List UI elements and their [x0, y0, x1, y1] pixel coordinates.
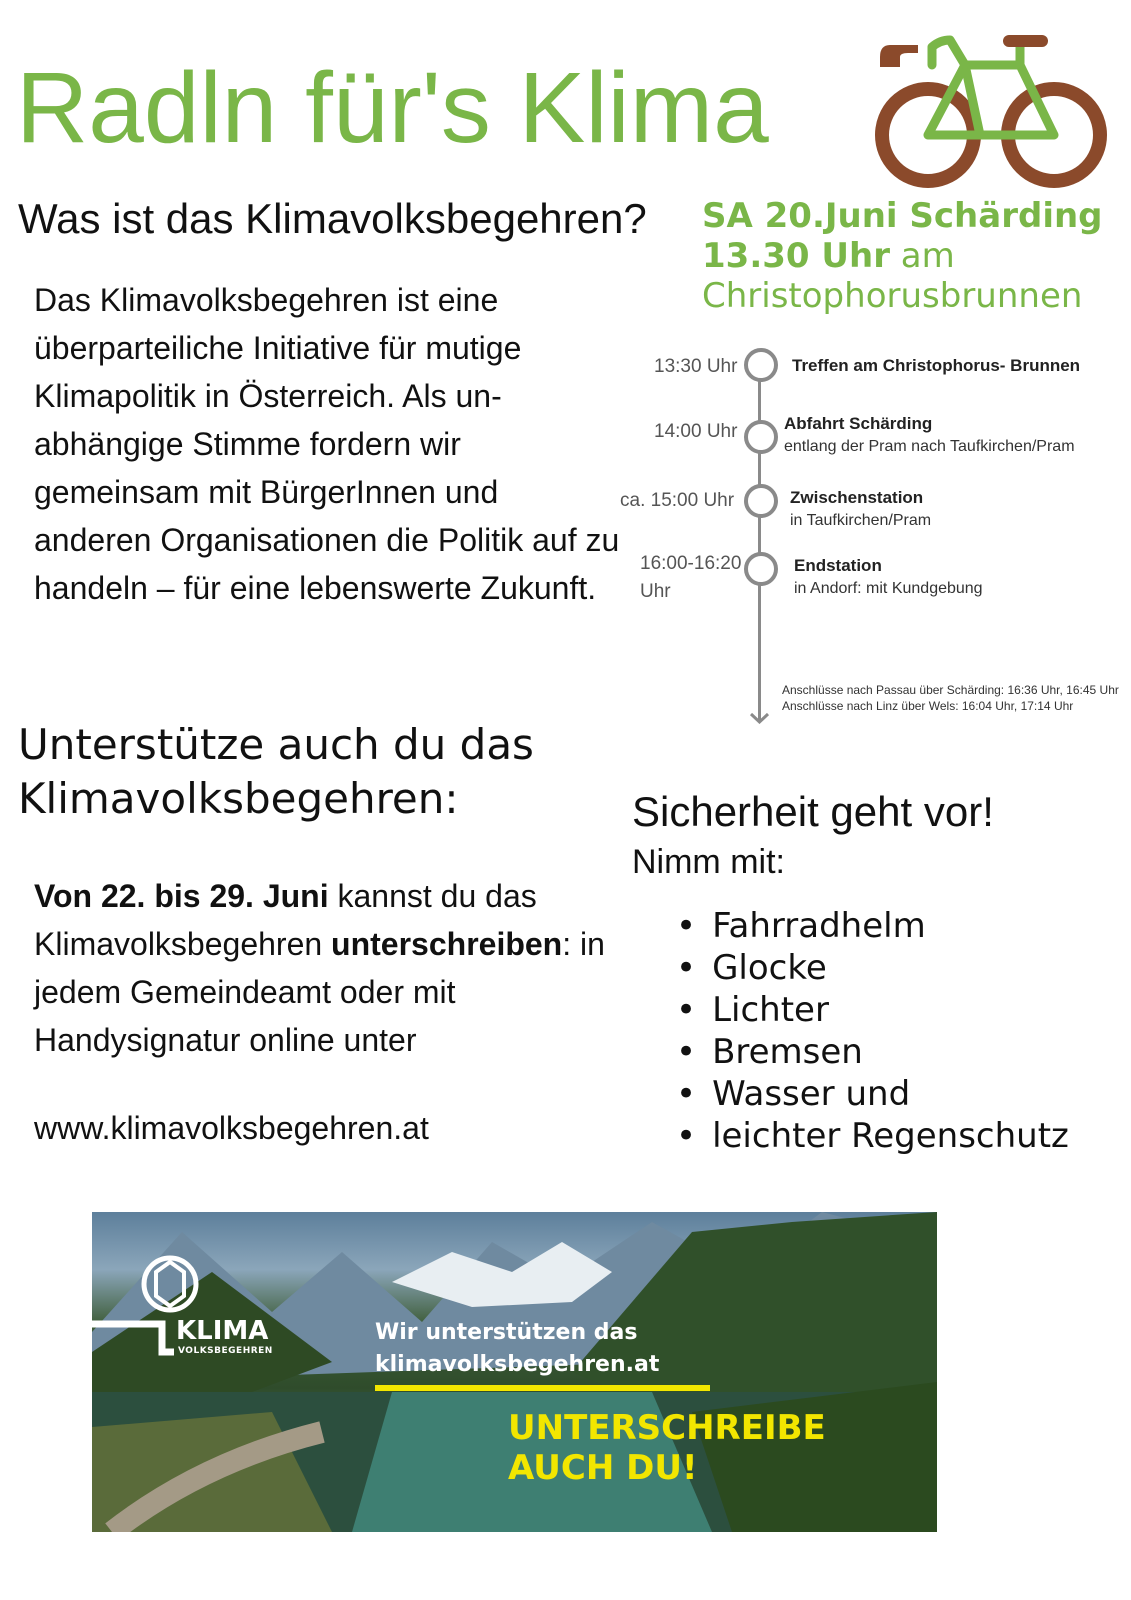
stop-title: Endstation	[794, 556, 882, 575]
stop-title: Zwischenstation	[790, 488, 924, 507]
timeline-stop-marker	[744, 484, 778, 518]
signing-info	[34, 872, 634, 1064]
stop-time: 14:00 Uhr	[654, 421, 738, 442]
stop-description: in Taufkirchen/Pram	[790, 512, 932, 529]
bicycle-icon	[870, 25, 1110, 190]
connection-note: Anschlüsse nach Linz über Wels: 16:04 Uhr, 17:14 Uhr	[782, 699, 1074, 713]
list-item: • Lichter	[676, 989, 1069, 1031]
signing-text: : in jedem Gemeindeamt oder mit Handysignatur online unter	[34, 926, 605, 1058]
banner-underline	[375, 1385, 710, 1391]
signing-action: unterschreiben	[331, 926, 563, 962]
banner-logo-text: KLIMA	[176, 1316, 269, 1346]
event-info	[702, 196, 1103, 316]
support-heading-line: Unterstütze auch du das	[18, 720, 534, 769]
list-item: • leichter Regenschutz	[676, 1115, 1069, 1157]
take-along-label: Nimm mit:	[632, 843, 785, 881]
banner-logo-subtext: VOLKSBEGEHREN	[178, 1346, 273, 1356]
banner-cta: AUCH DU!	[508, 1448, 698, 1488]
stop-description: entlang der Pram nach Taufkirchen/Pram	[784, 438, 1075, 455]
event-time-suffix: am	[889, 236, 955, 276]
stop-time: 16:00-16:20	[640, 553, 742, 574]
event-place: Christophorusbrunnen	[702, 276, 1083, 316]
banner-headline: Wir unterstützen das	[375, 1320, 638, 1345]
section-heading-safety: Sicherheit geht vor!	[632, 788, 994, 835]
event-date: SA 20.Juni Schärding	[702, 196, 1103, 236]
stop-time: ca. 15:00 Uhr	[620, 490, 735, 511]
support-heading-line: Klimavolksbegehren:	[18, 774, 459, 823]
event-time: 13.30 Uhr	[702, 236, 890, 276]
section-heading-what-is: Was ist das Klimavolksbegehren?	[18, 195, 647, 242]
list-item: • Glocke	[676, 947, 1069, 989]
connection-note: Anschlüsse nach Passau über Schärding: 16:36 Uhr, 16:45 Uhr	[782, 683, 1119, 697]
stop-time-unit: Uhr	[640, 581, 671, 602]
campaign-banner[interactable]	[92, 1212, 937, 1532]
website-link[interactable]: www.klimavolksbegehren.at	[34, 1110, 429, 1146]
timeline-stop-marker	[744, 552, 778, 586]
page-title: Radln für's Klima	[16, 52, 769, 164]
stop-title: Abfahrt Schärding	[784, 414, 933, 433]
signing-dates: Von 22. bis 29. Juni	[34, 878, 329, 914]
stop-time: 13:30 Uhr	[654, 356, 738, 377]
timeline-stop-marker	[744, 348, 778, 382]
banner-cta: UNTERSCHREIBE	[508, 1408, 826, 1448]
list-item: • Wasser und	[676, 1073, 1069, 1115]
list-item: • Fahrradhelm	[676, 905, 1069, 947]
stop-description: in Andorf: mit Kundgebung	[794, 580, 983, 597]
arrow-down-icon	[749, 712, 770, 724]
equipment-list	[676, 905, 1069, 1157]
timeline-stop-marker	[744, 420, 778, 454]
banner-url: klimavolksbegehren.at	[375, 1352, 660, 1377]
section-heading-support	[18, 718, 534, 826]
signing-text: kannst du das Klimavolksbegehren	[34, 878, 537, 962]
route-timeline	[620, 330, 1119, 750]
stop-title: Treffen am Christophorus- Brunnen	[792, 356, 1081, 375]
list-item: • Bremsen	[676, 1031, 1069, 1073]
timeline-line	[758, 352, 761, 722]
intro-paragraph: Das Klimavolksbegehren ist eine überparteiliche Initiative für mutige Klimapolitik in Österreich. Als un-abhängige Stimme fordern wir gemeinsam mit BürgerInnen und anderen Organisationen die Politik auf zu handeln – für eine lebenswerte Zukunft.	[34, 282, 620, 606]
